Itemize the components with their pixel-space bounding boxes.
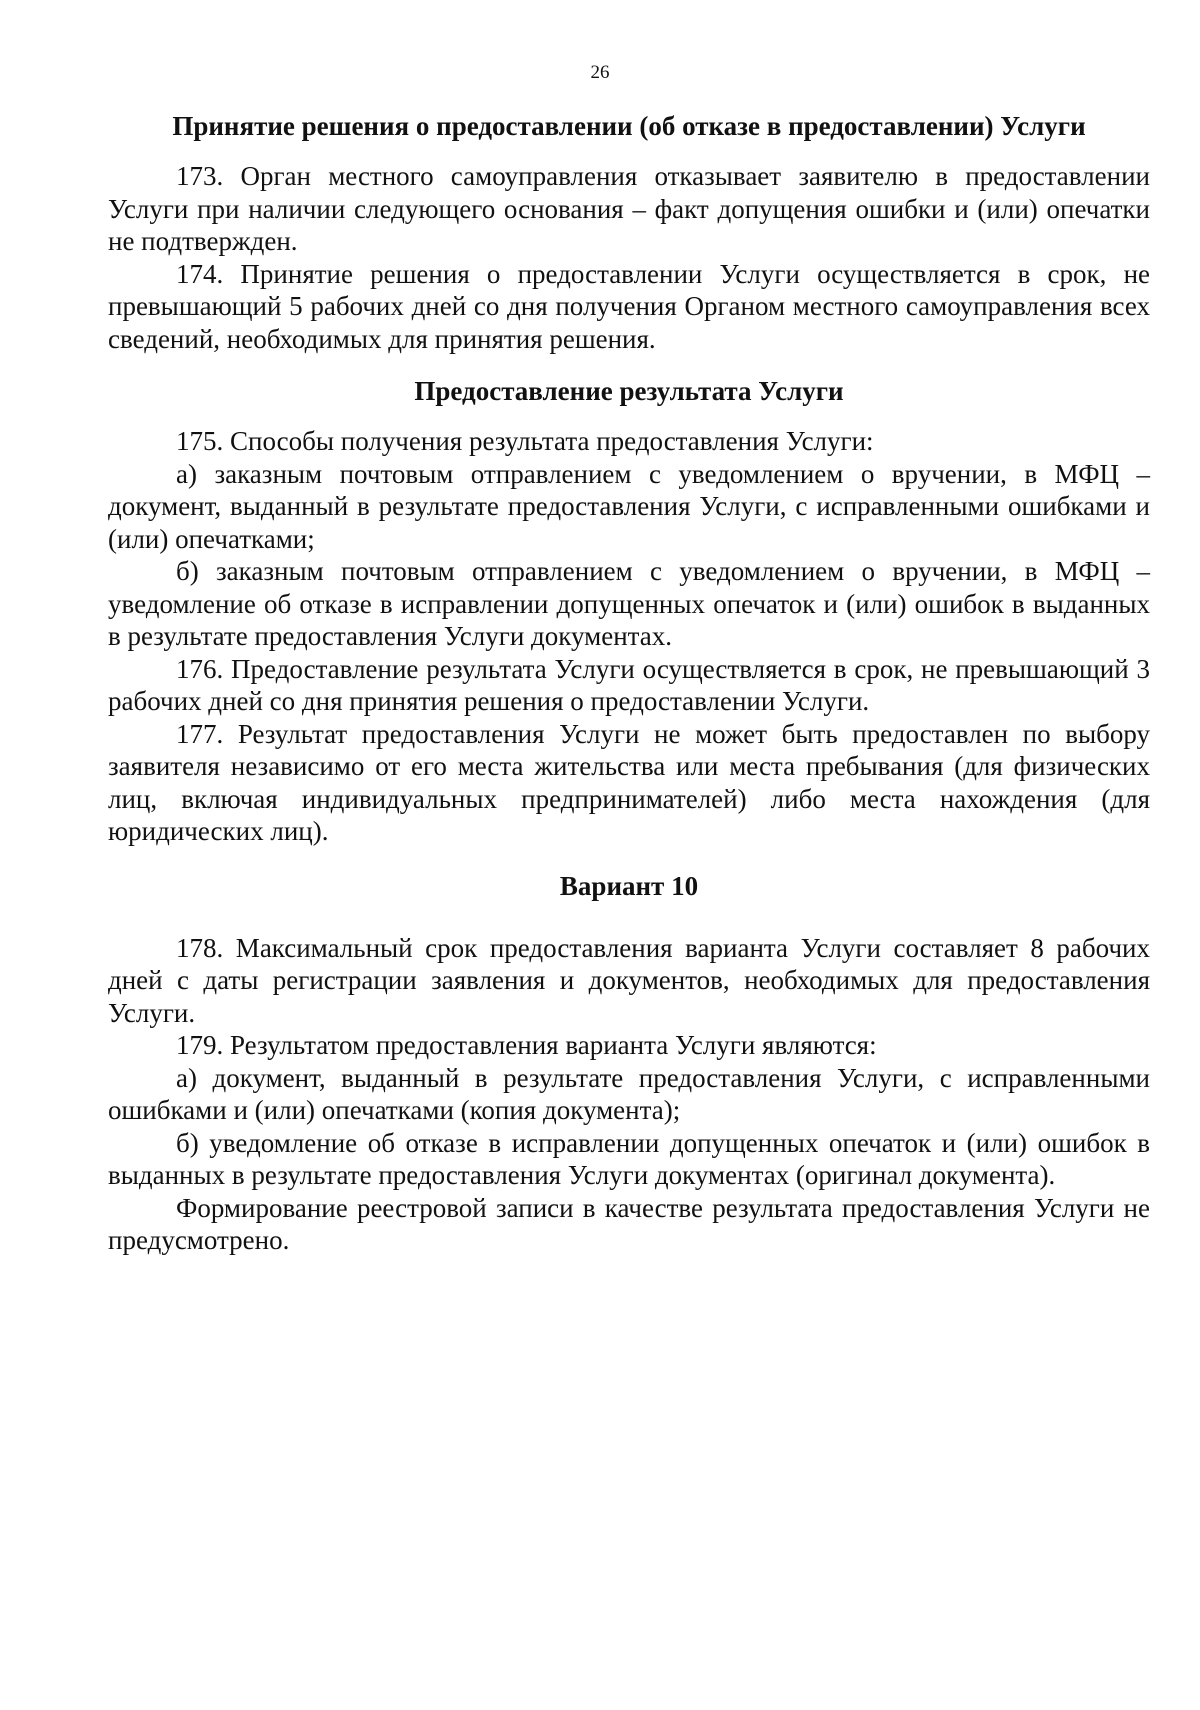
section-heading: Принятие решения о предоставлении (об отказе в предоставлении) Услуги [172,111,1086,141]
paragraph-179: 179. Результатом предоставления варианта Услуги являются: [176,1030,877,1060]
paragraph-175: 175. Способы получения результата предоставления Услуги: [176,426,874,456]
section-heading: Предоставление результата Услуги [414,376,844,406]
section-decision [108,110,1150,355]
paragraph-175-b: б) заказным почтовым отправлением с уведомлением о вручении, в МФЦ – уведомление об отказе в исправлении допущенных опечаток и (или) ошибок в выданных в результате предоставления Услуги документах. [108,556,1150,651]
paragraph-179-b: б) уведомление об отказе в исправлении допущенных опечаток и (или) ошибок в выданных в результате предоставления Услуги документах (оригинал документа). [108,1127,1150,1190]
section-result-delivery [108,375,1150,848]
paragraph-179-a: а) документ, выданный в результате предоставления Услуги, с исправленными ошибками и (или) опечатками (копия документа); [108,1062,1150,1125]
paragraph-174: 174. Принятие решения о предоставлении Услуги осуществляется в срок, не превышающий 5 рабочих дней со дня получения Органом местного самоуправления всех сведений, необходимых для принятия решения. [108,258,1150,354]
paragraph-registry-note: Формирование реестровой записи в качестве результата предоставления Услуги не предусмотрено. [108,1192,1150,1255]
paragraph-177: 177. Результат предоставления Услуги не может быть предоставлен по выбору заявителя независимо от его места жительства или места пребывания (для физических лиц, включая индивидуальных предпринимателей) либо места нахождения (для юридических лиц). [108,718,1150,846]
page-number: 26 [590,62,610,83]
section-heading: Вариант 10 [559,870,699,901]
paragraph-175-a: а) заказным почтовым отправлением с уведомлением о вручении, в МФЦ – документ, выданный в результате предоставления Услуги, с исправленными ошибками и (или) опечатками; [108,458,1150,554]
document-body [108,110,1150,1257]
paragraph-173: 173. Орган местного самоуправления отказывает заявителю в предоставлении Услуги при наличии следующего основания – факт допущения ошибки и (или) опечатки не подтвержден. [108,161,1150,256]
paragraph-176: 176. Предоставление результата Услуги осуществляется в срок, не превышающий 3 рабочих дней со дня принятия решения о предоставлении Услуги. [108,653,1150,716]
paragraph-178: 178. Максимальный срок предоставления варианта Услуги составляет 8 рабочих дней с даты регистрации заявления и документов, необходимых для предоставления Услуги. [108,932,1150,1028]
section-variant-10 [108,870,1150,1257]
